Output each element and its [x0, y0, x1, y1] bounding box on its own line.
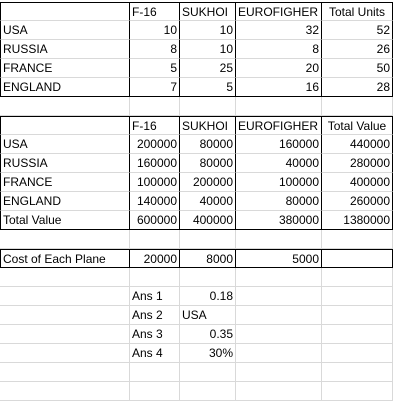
grid-cell[interactable] — [0, 268, 130, 287]
value-table-cell[interactable]: 600000 — [130, 211, 180, 230]
grid-cell[interactable] — [0, 230, 130, 249]
value-table-cell[interactable]: 100000 — [130, 173, 180, 192]
value-table-cell[interactable]: 280000 — [322, 154, 393, 173]
grid-cell[interactable] — [130, 363, 180, 382]
grid-cell[interactable] — [236, 97, 322, 116]
grid-cell[interactable] — [0, 344, 130, 363]
grid-cell[interactable] — [130, 382, 180, 401]
grid-cell[interactable] — [236, 363, 322, 382]
answer-value[interactable]: 30% — [180, 344, 236, 363]
value-table-cell[interactable]: 400000 — [180, 211, 236, 230]
grid-cell[interactable] — [322, 344, 393, 363]
value-table-header-cell[interactable]: Total Value — [322, 116, 393, 135]
answer-label[interactable]: Ans 1 — [130, 287, 180, 306]
grid-cell[interactable] — [236, 344, 322, 363]
grid-cell[interactable] — [236, 287, 322, 306]
units-table-cell[interactable]: 50 — [322, 59, 393, 78]
cost-row-cell[interactable]: 20000 — [130, 249, 180, 268]
cost-row-cell[interactable]: 5000 — [236, 249, 322, 268]
value-table-header-cell[interactable] — [0, 116, 130, 135]
grid-cell[interactable] — [0, 306, 130, 325]
grid-cell[interactable] — [236, 306, 322, 325]
grid-cell[interactable] — [130, 230, 180, 249]
grid-cell[interactable] — [180, 363, 236, 382]
value-table-cell[interactable]: 80000 — [180, 154, 236, 173]
value-table-cell[interactable]: 400000 — [322, 173, 393, 192]
answer-label[interactable]: Ans 4 — [130, 344, 180, 363]
value-table-cell[interactable]: 140000 — [130, 192, 180, 211]
value-table-cell[interactable]: 1380000 — [322, 211, 393, 230]
grid-cell[interactable] — [130, 97, 180, 116]
cost-row-cell[interactable]: 8000 — [180, 249, 236, 268]
units-table-cell[interactable]: ENGLAND — [0, 78, 130, 97]
units-table-cell[interactable]: 10 — [130, 21, 180, 40]
units-table-cell[interactable]: 25 — [180, 59, 236, 78]
grid-cell[interactable] — [236, 382, 322, 401]
value-table-cell[interactable]: 200000 — [130, 135, 180, 154]
value-table-cell[interactable]: ENGLAND — [0, 192, 130, 211]
value-table-cell[interactable]: 200000 — [180, 173, 236, 192]
units-table-cell[interactable]: 20 — [236, 59, 322, 78]
units-table-cell[interactable]: 26 — [322, 40, 393, 59]
units-table-cell[interactable]: RUSSIA — [0, 40, 130, 59]
answer-label[interactable]: Ans 3 — [130, 325, 180, 344]
grid-cell[interactable] — [180, 230, 236, 249]
answer-value[interactable]: USA — [180, 306, 236, 325]
answer-label[interactable]: Ans 2 — [130, 306, 180, 325]
grid-cell[interactable] — [322, 97, 393, 116]
grid-cell[interactable] — [322, 287, 393, 306]
grid-cell[interactable] — [0, 97, 130, 116]
answer-value[interactable]: 0.18 — [180, 287, 236, 306]
units-table-header-cell[interactable]: F-16 — [130, 2, 180, 21]
units-table-header-cell[interactable]: Total Units — [322, 2, 393, 21]
value-table-cell[interactable]: 260000 — [322, 192, 393, 211]
units-table-cell[interactable]: 8 — [236, 40, 322, 59]
grid-cell[interactable] — [180, 382, 236, 401]
grid-cell[interactable] — [322, 363, 393, 382]
grid-cell[interactable] — [236, 230, 322, 249]
units-table-cell[interactable]: 32 — [236, 21, 322, 40]
cost-row-cell[interactable] — [322, 249, 393, 268]
value-table-cell[interactable]: USA — [0, 135, 130, 154]
value-table-cell[interactable]: Total Value — [0, 211, 130, 230]
value-table-header-cell[interactable]: SUKHOI — [180, 116, 236, 135]
grid-cell[interactable] — [322, 382, 393, 401]
value-table-cell[interactable]: 380000 — [236, 211, 322, 230]
grid-cell[interactable] — [322, 306, 393, 325]
units-table-cell[interactable]: 16 — [236, 78, 322, 97]
units-table-cell[interactable]: 10 — [180, 21, 236, 40]
value-table-cell[interactable]: 440000 — [322, 135, 393, 154]
grid-cell[interactable] — [0, 325, 130, 344]
units-table-cell[interactable]: 8 — [130, 40, 180, 59]
grid-cell[interactable] — [322, 325, 393, 344]
grid-cell[interactable] — [322, 268, 393, 287]
grid-cell[interactable] — [180, 97, 236, 116]
value-table-cell[interactable]: 160000 — [236, 135, 322, 154]
grid-cell[interactable] — [236, 325, 322, 344]
value-table-header-cell[interactable]: F-16 — [130, 116, 180, 135]
cost-row-cell[interactable]: Cost of Each Plane — [0, 249, 130, 268]
units-table-header-cell[interactable]: SUKHOI — [180, 2, 236, 21]
units-table-header-cell[interactable] — [0, 2, 130, 21]
grid-cell[interactable] — [0, 363, 130, 382]
units-table-cell[interactable]: 7 — [130, 78, 180, 97]
value-table-cell[interactable]: FRANCE — [0, 173, 130, 192]
value-table-cell[interactable]: RUSSIA — [0, 154, 130, 173]
units-table-header-cell[interactable]: EUROFIGHER — [236, 2, 322, 21]
units-table-cell[interactable]: 5 — [180, 78, 236, 97]
units-table-cell[interactable]: 5 — [130, 59, 180, 78]
value-table-cell[interactable]: 40000 — [180, 192, 236, 211]
units-table-cell[interactable]: 28 — [322, 78, 393, 97]
units-table-cell[interactable]: 10 — [180, 40, 236, 59]
units-table-cell[interactable]: 52 — [322, 21, 393, 40]
grid-cell[interactable] — [322, 230, 393, 249]
grid-cell[interactable] — [0, 382, 130, 401]
value-table-cell[interactable]: 40000 — [236, 154, 322, 173]
units-table-cell[interactable]: USA — [0, 21, 130, 40]
grid-cell[interactable] — [180, 268, 236, 287]
grid-cell[interactable] — [236, 268, 322, 287]
units-table-cell[interactable]: FRANCE — [0, 59, 130, 78]
value-table-cell[interactable]: 100000 — [236, 173, 322, 192]
grid-cell[interactable] — [0, 287, 130, 306]
value-table-header-cell[interactable]: EUROFIGHER — [236, 116, 322, 135]
value-table-cell[interactable]: 80000 — [180, 135, 236, 154]
grid-cell[interactable] — [130, 268, 180, 287]
answer-value[interactable]: 0.35 — [180, 325, 236, 344]
value-table-cell[interactable]: 80000 — [236, 192, 322, 211]
value-table-cell[interactable]: 160000 — [130, 154, 180, 173]
